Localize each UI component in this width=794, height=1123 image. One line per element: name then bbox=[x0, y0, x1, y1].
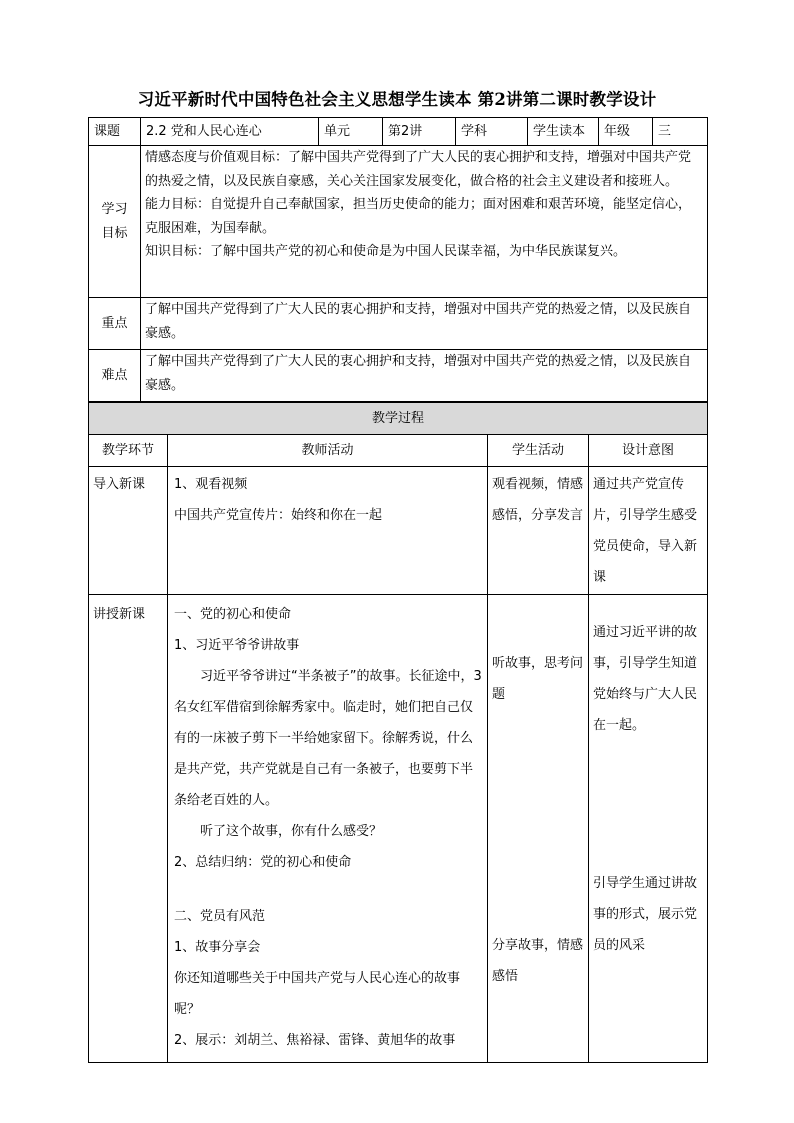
stage-lecture: 讲授新课 bbox=[89, 595, 168, 1063]
intent-lecture bbox=[589, 595, 708, 1063]
xueke-value: 学生读本 bbox=[528, 118, 599, 146]
difficulty-label: 难点 bbox=[89, 350, 141, 402]
intent-lecture-a: 通过习近平讲的故事，引导学生知道党始终与广大人民在一起。 bbox=[593, 625, 698, 733]
col-header-teacher: 教师活动 bbox=[168, 435, 488, 467]
teacher-intro-line: 中国共产党宣传片：始终和你在一起 bbox=[174, 508, 383, 523]
difficulty-text: 了解中国共产党得到了广大人民的衷心拥护和支持，增强对中国共产党的热爱之情，以及民族自豪感。 bbox=[141, 350, 708, 402]
teacher-lecture-line: 一、党的初心和使命 bbox=[174, 607, 292, 622]
xueke-label: 学科 bbox=[456, 118, 528, 146]
process-header: 教学过程 bbox=[89, 403, 708, 435]
intent-intro: 通过共产党宣传片，引导学生感受党员使命，导入新课 bbox=[589, 467, 708, 595]
goal-ability: 能力目标：自觉提升自己奉献国家，担当历史使命的能力；面对困难和艰苦环境，能坚定信心，克服困难，为国奉献。 bbox=[145, 197, 692, 236]
page-title: 习近平新时代中国特色社会主义思想学生读本 第2讲第二课时教学设计 bbox=[137, 90, 657, 109]
nianji-value: 三 bbox=[653, 118, 708, 146]
teacher-lecture-line: 1、习近平爷爷讲故事 bbox=[174, 638, 300, 653]
nianji-label: 年级 bbox=[599, 118, 653, 146]
goal-knowledge: 知识目标：了解中国共产党的初心和使命是为中国人民谋幸福，为中华民族谋复兴。 bbox=[145, 244, 627, 259]
goals-label bbox=[89, 146, 141, 298]
teacher-lecture bbox=[168, 595, 488, 1063]
blank-line bbox=[174, 878, 483, 901]
teacher-lecture-line: 2、展示：刘胡兰、焦裕禄、雷锋、黄旭华的故事 bbox=[174, 1033, 456, 1048]
teacher-lecture-summary: 2、总结归纳：党的初心和使命 bbox=[174, 855, 352, 870]
story-question: 听了这个故事，你有什么感受？ bbox=[200, 824, 383, 839]
student-lecture bbox=[488, 595, 589, 1063]
student-intro: 观看视频，情感感悟，分享发言 bbox=[488, 467, 589, 595]
col-header-student: 学生活动 bbox=[488, 435, 589, 467]
keti-label: 课题 bbox=[89, 118, 141, 146]
teacher-intro bbox=[168, 467, 488, 595]
teacher-lecture-line: 你还知道哪些关于中国共产党与人民心连心的故事呢？ bbox=[174, 971, 461, 1017]
goals-label-line2: 目标 bbox=[101, 225, 128, 241]
story-paragraph: 习近平爷爷讲过“半条被子”的故事。长征途中，3名女红军借宿到徐解秀家中。临走时，她们把自己仅有的一床被子剪下一半给她家留下。徐解秀说，什么是共产党，共产党就是自己有一条被子，也要剪下半条给老百姓的人。 bbox=[174, 669, 482, 808]
goals-content bbox=[141, 146, 708, 298]
teaching-process-table bbox=[88, 402, 708, 1063]
teacher-intro-line: 1、观看视频 bbox=[174, 477, 248, 492]
teacher-lecture-line: 二、党员有风范 bbox=[174, 909, 266, 924]
goals-label-line1: 学习 bbox=[101, 202, 128, 217]
student-lecture-b: 分享故事，情感感悟 bbox=[492, 938, 584, 984]
col-header-intent: 设计意图 bbox=[589, 435, 708, 467]
teacher-lecture-line: 1、故事分享会 bbox=[174, 940, 261, 955]
col-header-stage: 教学环节 bbox=[89, 435, 168, 467]
keti-value: 2.2 党和人民心连心 bbox=[141, 118, 319, 146]
danyuan-value: 第2讲 bbox=[383, 118, 456, 146]
key-point-label: 重点 bbox=[89, 298, 141, 350]
danyuan-label: 单元 bbox=[319, 118, 383, 146]
intent-lecture-b: 引导学生通过讲故事的形式，展示党员的风采 bbox=[593, 876, 698, 953]
stage-intro: 导入新课 bbox=[89, 467, 168, 595]
key-point-text: 了解中国共产党得到了广大人民的衷心拥护和支持，增强对中国共产党的热爱之情，以及民族自豪感。 bbox=[141, 298, 708, 350]
course-info-table bbox=[88, 117, 708, 402]
student-lecture-a: 听故事，思考问题 bbox=[492, 656, 584, 702]
goal-emotion: 情感态度与价值观目标：了解中国共产党得到了广大人民的衷心拥护和支持，增强对中国共产党的热爱之情，以及民族自豪感，关心关注国家发展变化，做合格的社会主义建设者和接班人。 bbox=[145, 150, 692, 189]
